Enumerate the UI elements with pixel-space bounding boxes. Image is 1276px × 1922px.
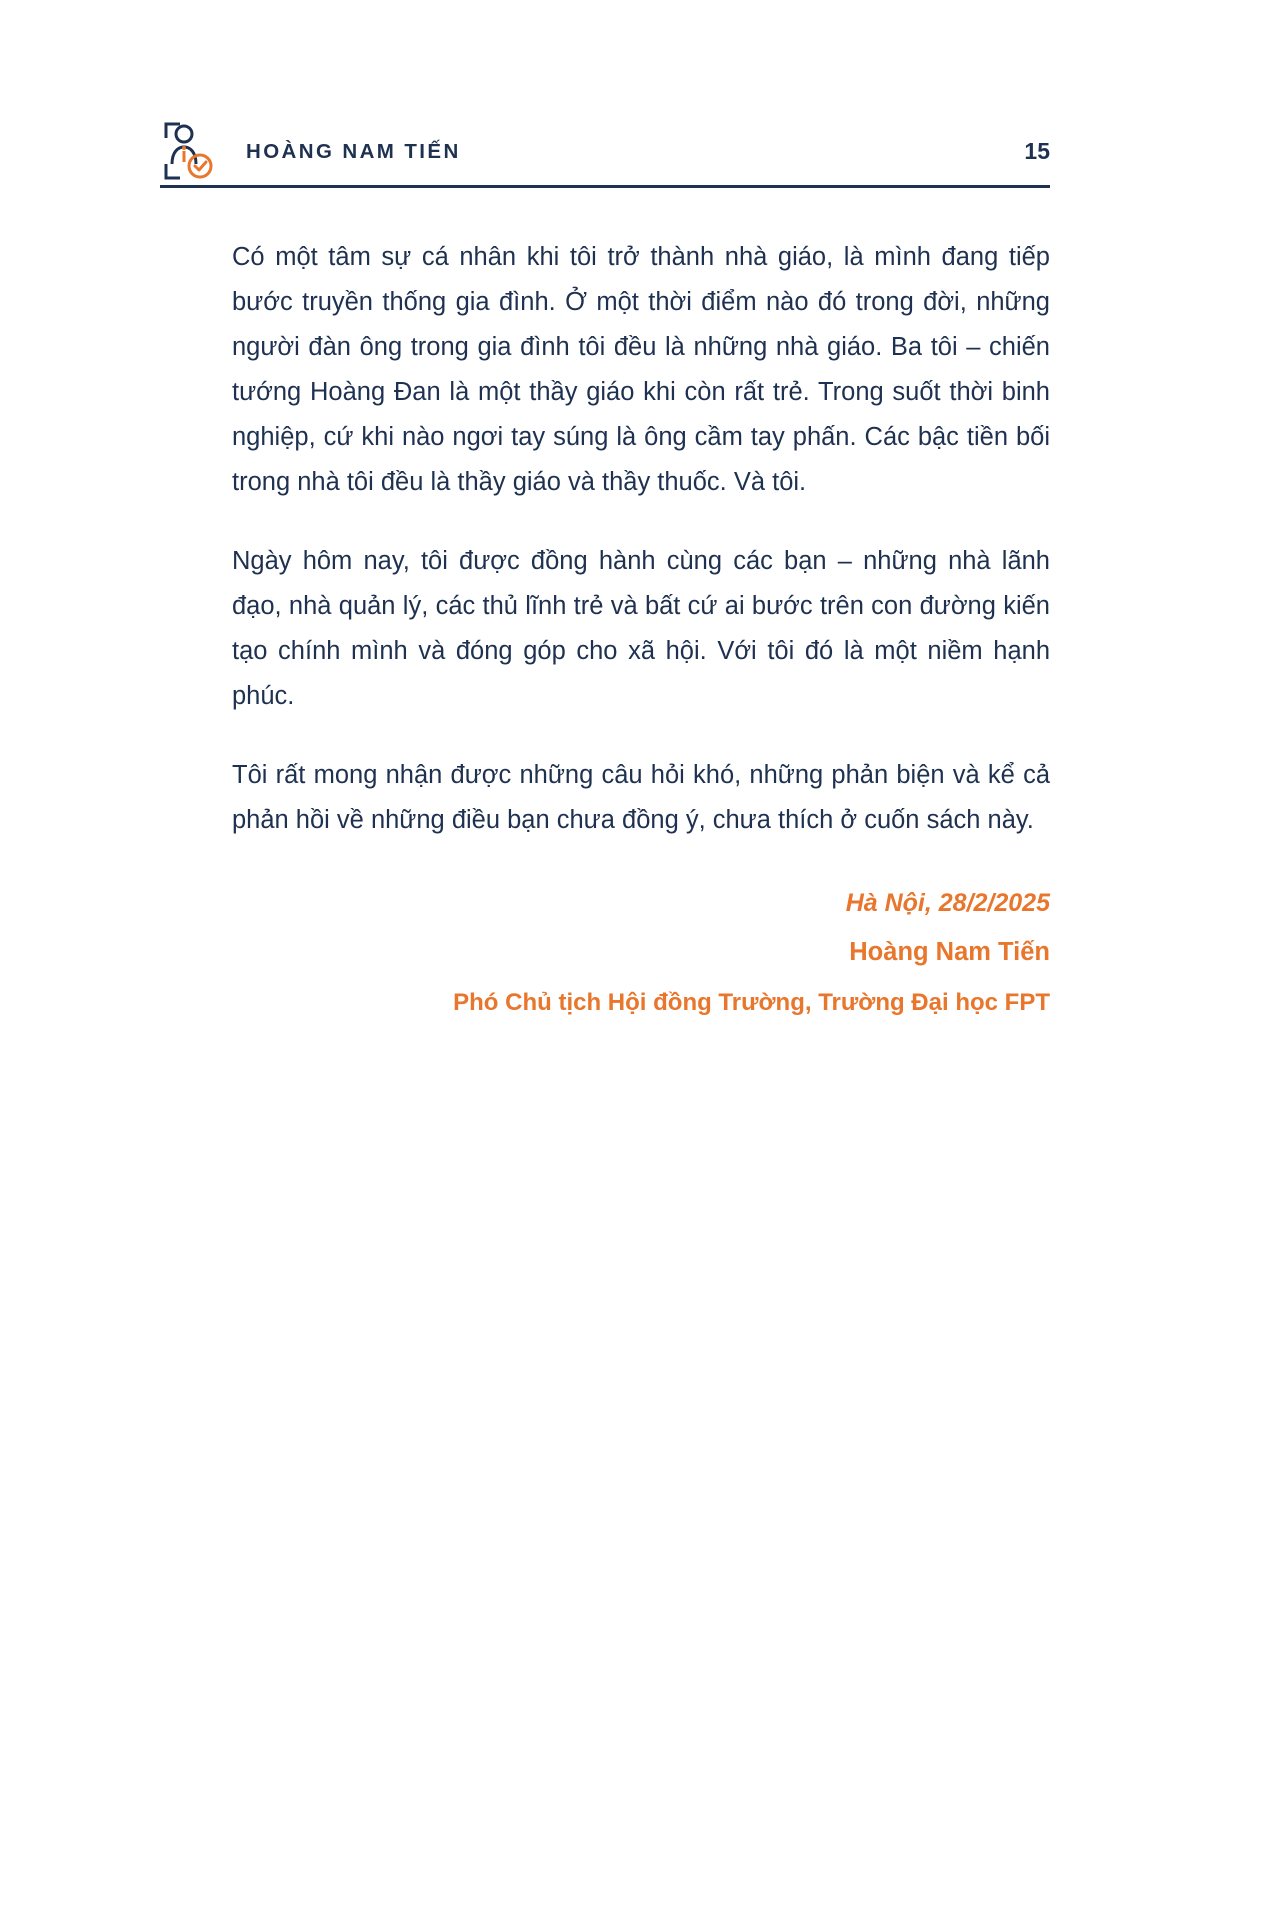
signature-place-date: Hà Nội, 28/2/2025 — [845, 889, 1050, 917]
paragraph: Ngày hôm nay, tôi được đồng hành cùng các bạn – những nhà lãnh đạo, nhà quản lý, các thủ lĩnh trẻ và bất cứ ai bước trên con đường kiến tạo chính mình và đóng góp cho xã hội. Với tôi đó là một niềm hạnh phúc. — [232, 547, 1050, 710]
paragraph: Tôi rất mong nhận được những câu hỏi khó, những phản biện và kể cả phản hồi về những điều bạn chưa đồng ý, chưa thích ở cuốn sách này. — [232, 761, 1050, 834]
paragraph: Có một tâm sự cá nhân khi tôi trở thành nhà giáo, là mình đang tiếp bước truyền thống gia đình. Ở một thời điểm nào đó trong đời, những người đàn ông trong gia đình tôi đều là những nhà giáo. Ba tôi – chiến tướng Hoàng Đan là một thầy giáo khi còn rất trẻ. Trong suốt thời binh nghiệp, cứ khi nào ngơi tay súng là ông cầm tay phấn. Các bậc tiền bối trong nhà tôi đều là thầy giáo và thầy thuốc. Và tôi. — [232, 243, 1050, 496]
page-header — [160, 118, 1050, 188]
signature-role: Phó Chủ tịch Hội đồng Trường, Trường Đại học FPT — [453, 989, 1050, 1016]
header-divider — [160, 185, 1050, 188]
header-author-name: HOÀNG NAM TIẾN — [246, 140, 461, 163]
signature-name: Hoàng Nam Tiến — [849, 938, 1050, 966]
page-number: 15 — [1024, 138, 1050, 164]
signature-block — [232, 880, 1050, 1028]
body-content — [232, 235, 1050, 843]
person-badge-icon — [160, 118, 222, 184]
